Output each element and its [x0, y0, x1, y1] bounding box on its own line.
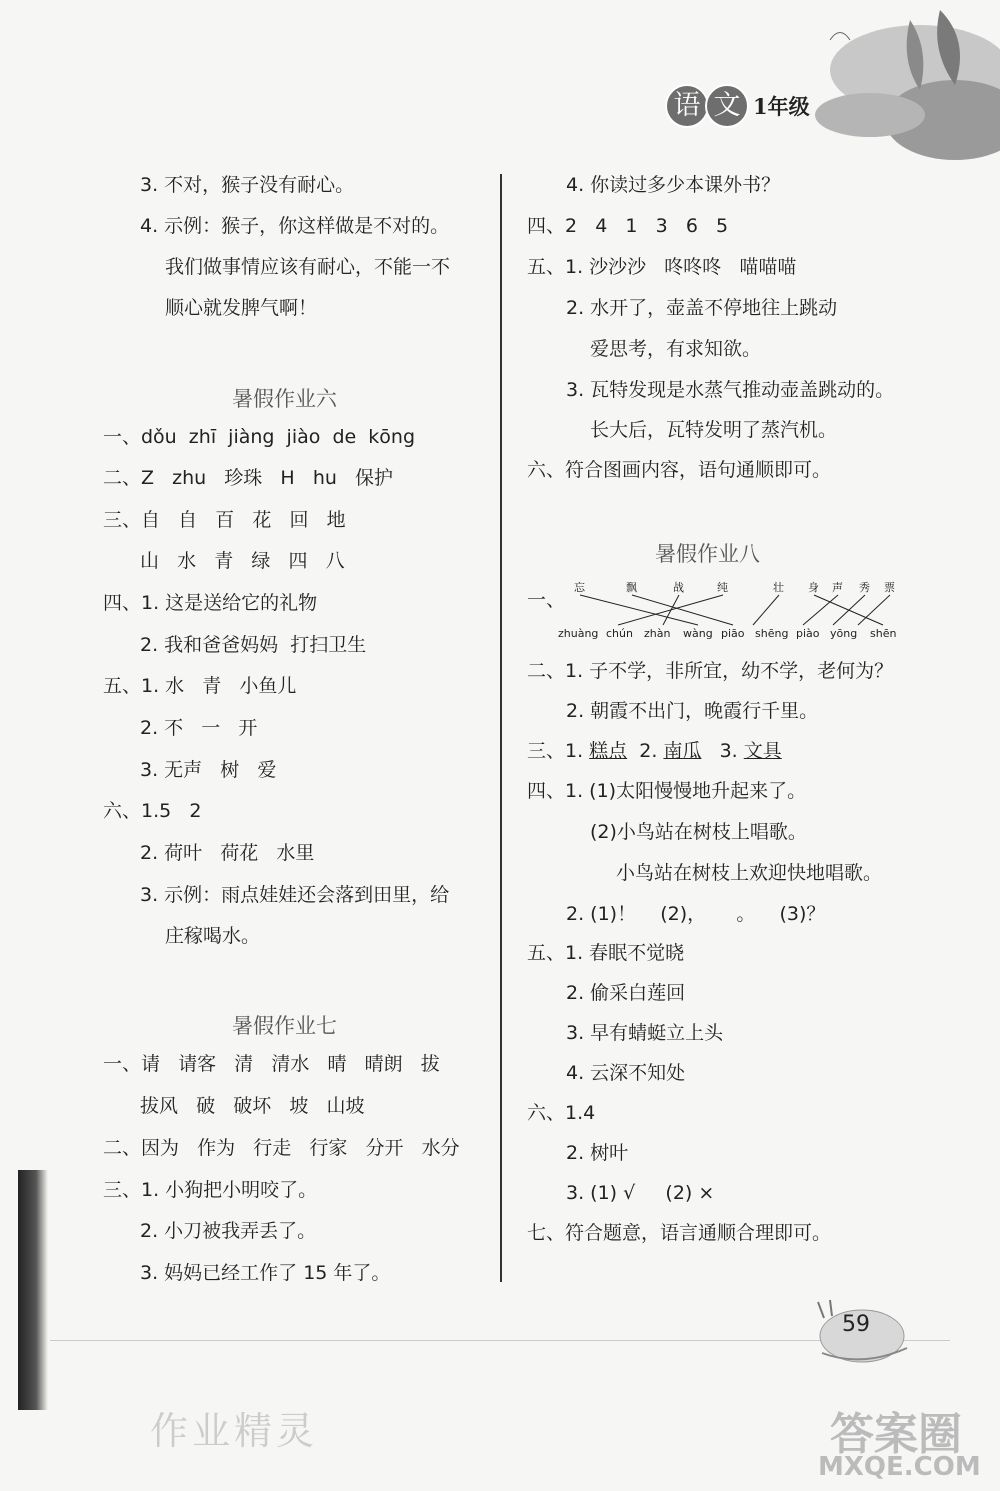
answer-line: 2. 不 一 开 — [140, 717, 258, 739]
section-title: 暑假作业八 — [655, 542, 760, 566]
match-top-char: 忘 — [574, 581, 585, 594]
header-title — [665, 84, 810, 128]
answer-line: 一、dǒu zhī jiàng jiào de kōng — [103, 426, 416, 448]
match-bottom-pinyin: chún — [606, 627, 633, 640]
answer-line: 庄稼喝水。 — [165, 925, 261, 947]
answer-line: 2. 我和爸爸妈妈 打扫卫生 — [140, 634, 367, 656]
answer-line: 2. 水开了，壶盖不停地往上跳动 — [566, 297, 838, 319]
answer-line: 五、1. 春眠不觉晓 — [527, 942, 685, 964]
grade-label: 1年级 — [753, 94, 810, 119]
scan-edge-shadow — [18, 1170, 48, 1410]
answer-line: 4. 云深不知处 — [566, 1062, 686, 1084]
match-lines — [580, 595, 890, 625]
answer-line: 我们做事情应该有耐心，不能一不 — [165, 256, 451, 278]
answer-line: 长大后，瓦特发明了蒸汽机。 — [590, 419, 838, 441]
answer-line: 3. 示例：雨点娃娃还会落到田里，给 — [140, 884, 450, 906]
match-top-char: 纯 — [717, 581, 728, 594]
match-top-char: 身 — [808, 581, 819, 594]
watermark: 作业精灵 — [150, 1409, 319, 1453]
answer-line: 四、1. 这是送给它的礼物 — [103, 592, 318, 614]
answer-line: 二、因为 作为 行走 行家 分开 水分 — [103, 1137, 460, 1159]
prefix: 2. — [627, 740, 664, 762]
match-top-char: 秀 — [859, 581, 870, 594]
section-title: 暑假作业六 — [232, 387, 337, 411]
match-bottom-pinyin: piào — [796, 627, 820, 640]
answer-word: 南瓜 — [663, 740, 702, 762]
match-bottom-pinyin: shēng — [755, 627, 789, 640]
answer-line: 三、自 自 百 花 回 地 — [103, 509, 346, 531]
match-top-char: 声 — [832, 581, 843, 594]
answer-line: 一、请 请客 清 清水 晴 晴朗 拔 — [103, 1053, 440, 1075]
section-title: 暑假作业七 — [232, 1014, 337, 1038]
answer-line: 拔风 破 破坏 坡 山坡 — [140, 1095, 365, 1117]
answer-line: 4. 示例：猴子，你这样做是不对的。 — [140, 215, 450, 237]
match-top-char: 壮 — [773, 581, 784, 594]
answer-line: 2. 树叶 — [566, 1142, 629, 1164]
watermark-logo: 答案圈 — [830, 1409, 962, 1460]
match-bottom-pinyin: zhuàng — [558, 627, 599, 640]
match-top-char: 战 — [673, 581, 684, 594]
answer-line: 五、1. 沙沙沙 咚咚咚 喵喵喵 — [527, 256, 797, 278]
answer-line: 3. 妈妈已经工作了 15 年了。 — [140, 1262, 391, 1284]
answer-line: 顺心就发脾气啊！ — [165, 297, 318, 319]
answer-word: 文具 — [743, 740, 782, 762]
subject-char-2: 文 — [705, 84, 749, 128]
answer-line: 2. (1)！ (2)， 。 (3)？ — [566, 903, 826, 925]
page-number: 59 — [842, 1312, 870, 1337]
question-number: 一、 — [527, 589, 566, 611]
answer-line: 3. 无声 树 爱 — [140, 759, 277, 781]
match-bottom-pinyin: wàng — [683, 627, 713, 640]
match-bottom-pinyin: zhàn — [644, 627, 671, 640]
match-bottom-pinyin: yōng — [830, 627, 858, 640]
answer-line: 小鸟站在树枝上欢迎快地唱歌。 — [616, 862, 883, 884]
answer-line: 二、1. 子不学，非所宜，幼不学，老何为？ — [527, 660, 894, 682]
answer-line: 4. 你读过多少本课外书？ — [566, 174, 781, 196]
answer-line: 五、1. 水 青 小鱼儿 — [103, 675, 297, 697]
answer-line: 3. 不对，猴子没有耐心。 — [140, 174, 355, 196]
answer-line-underlined — [527, 737, 782, 765]
answer-line: 爱思考，有求知欲。 — [590, 338, 762, 360]
match-bottom-pinyin: shēn — [870, 627, 897, 640]
answer-line: 二、Z zhu 珍珠 H hu 保护 — [103, 467, 394, 489]
answer-line: 六、1.5 2 — [103, 800, 202, 822]
watermark-url: MXQE.COM — [818, 1452, 981, 1482]
match-top-char: 票 — [884, 581, 895, 594]
answer-line: 七、符合题意，语言通顺合理即可。 — [527, 1222, 832, 1244]
answer-line: 2. 小刀被我弄丢了。 — [140, 1220, 317, 1242]
answer-line: 山 水 青 绿 四 八 — [140, 550, 345, 572]
answer-line: 三、1. 小狗把小明咬了。 — [103, 1179, 318, 1201]
answer-line: 六、符合图画内容，语句通顺即可。 — [527, 459, 832, 481]
answer-line: 六、1.4 — [527, 1102, 596, 1124]
column-divider — [500, 174, 502, 1282]
answer-line: 3. 早有蜻蜓立上头 — [566, 1022, 724, 1044]
subject-char-1: 语 — [665, 84, 709, 128]
answer-line: 四、2 4 1 3 6 5 — [527, 215, 729, 237]
answer-line: 3. (1) √ (2) × — [566, 1182, 715, 1204]
answer-line: 四、1. (1)太阳慢慢地升起来了。 — [527, 780, 807, 802]
answer-line: 3. 瓦特发现是水蒸气推动壶盖跳动的。 — [566, 379, 895, 401]
match-top-char: 飘 — [626, 581, 637, 594]
matching-diagram — [558, 577, 898, 643]
answer-word: 糕点 — [589, 740, 628, 762]
answer-line: 2. 偷采白莲回 — [566, 982, 686, 1004]
answer-line: 2. 荷叶 荷花 水里 — [140, 842, 315, 864]
prefix: 三、1. — [527, 740, 590, 762]
answer-line: (2)小鸟站在树枝上唱歌。 — [590, 821, 807, 843]
prefix: 3. — [701, 740, 744, 762]
answer-line: 2. 朝霞不出门，晚霞行千里。 — [566, 700, 819, 722]
match-bottom-pinyin: piāo — [721, 627, 745, 640]
